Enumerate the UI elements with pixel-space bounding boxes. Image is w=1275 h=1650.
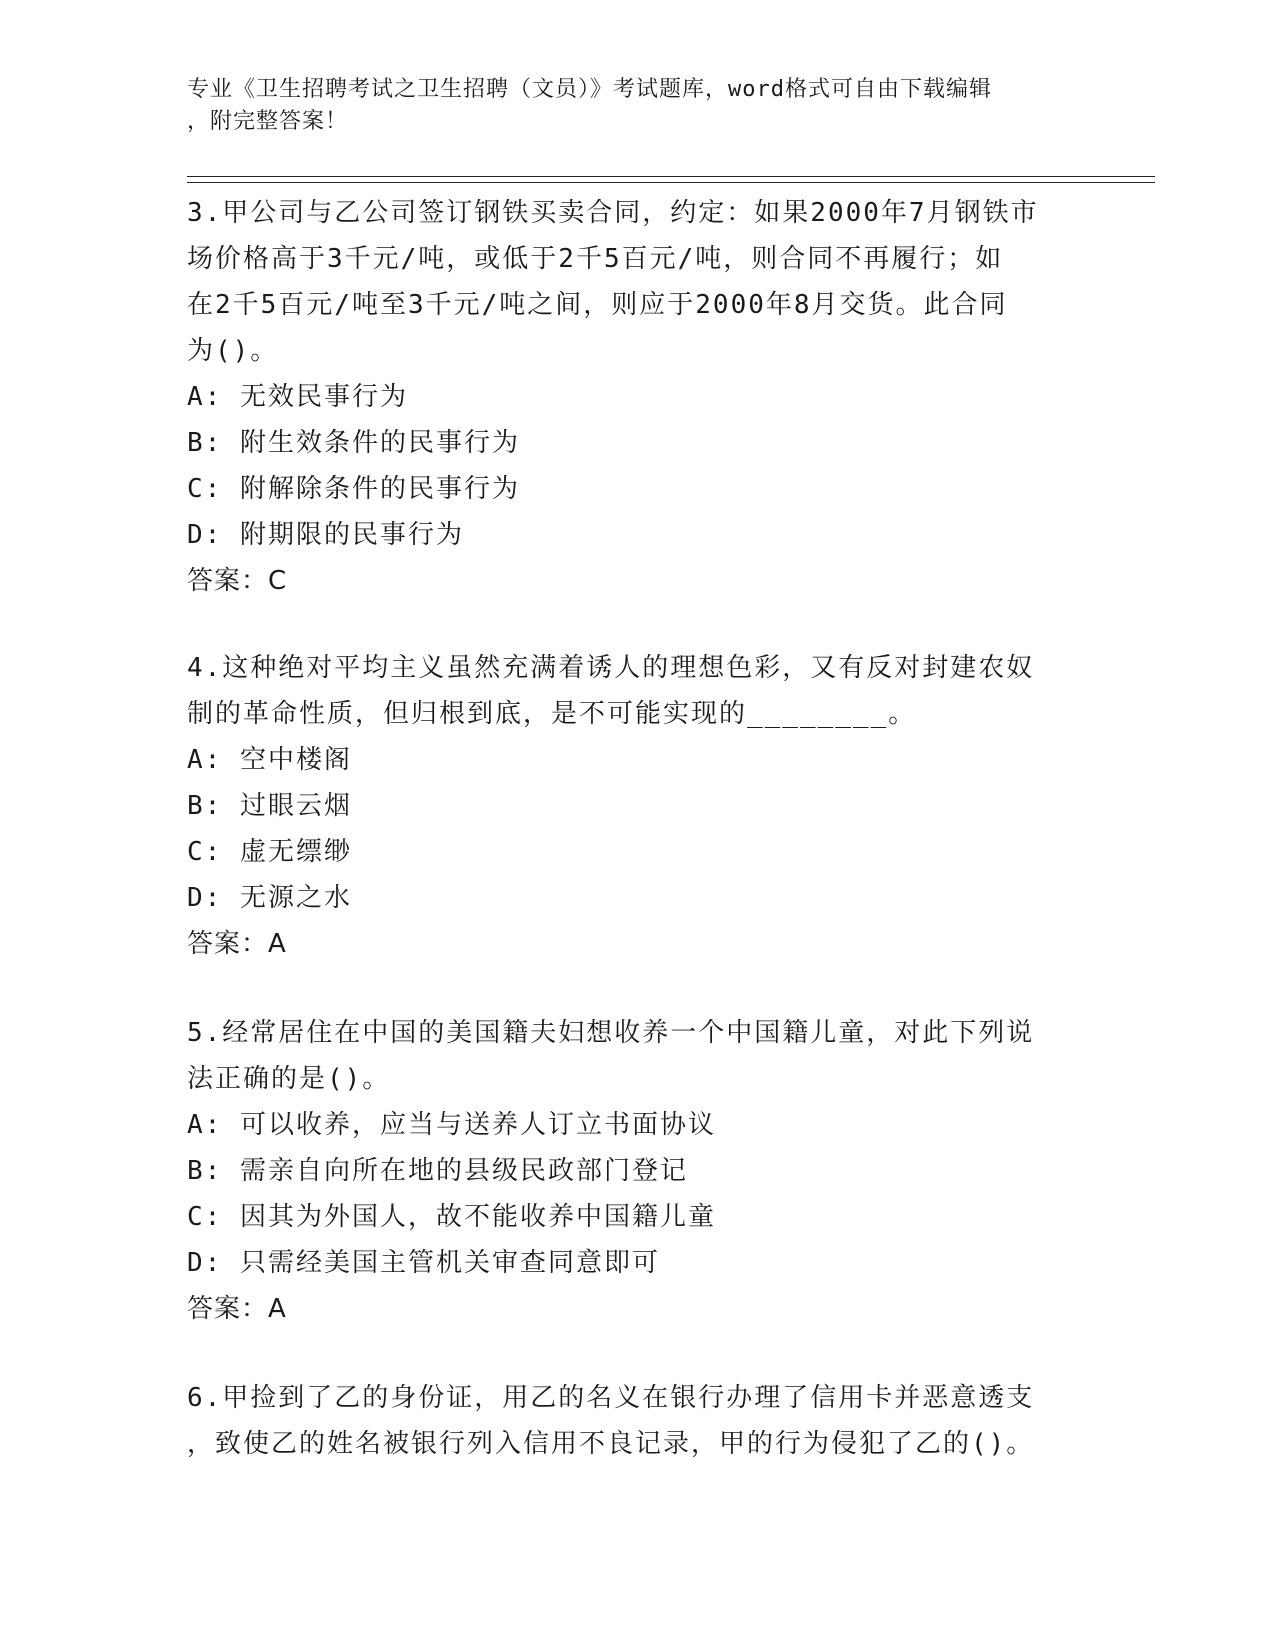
stem-line: 5.经常居住在中国的美国籍夫妇想收养一个中国籍儿童，对此下列说 bbox=[187, 1018, 1035, 1048]
option-c: C: 附解除条件的民事行为 bbox=[187, 474, 520, 504]
header-line-2: ，附完整答案！ bbox=[187, 109, 349, 134]
option-a: A: 无效民事行为 bbox=[187, 382, 408, 412]
question-stem bbox=[187, 1375, 1087, 1467]
stem-line: 法正确的是()。 bbox=[187, 1064, 391, 1094]
stem-line: 场价格高于3千元/吨，或低于2千5百元/吨，则合同不再履行；如 bbox=[187, 244, 1004, 274]
document-header bbox=[187, 74, 1067, 138]
answer-label: 答案：A bbox=[187, 929, 287, 959]
header-divider-top bbox=[187, 176, 1155, 177]
question-6 bbox=[187, 1375, 1087, 1467]
option-d: D: 只需经美国主管机关审查同意即可 bbox=[187, 1248, 660, 1278]
answer-label: 答案：A bbox=[187, 1294, 287, 1324]
option-b: B: 附生效条件的民事行为 bbox=[187, 428, 520, 458]
question-stem bbox=[187, 645, 1087, 737]
answer-label: 答案：C bbox=[187, 566, 288, 596]
header-line-1: 专业《卫生招聘考试之卫生招聘（文员）》考试题库，word格式可自由下载编辑 bbox=[187, 77, 992, 102]
option-b: B: 需亲自向所在地的县级民政部门登记 bbox=[187, 1156, 688, 1186]
stem-line: 制的革命性质，但归根到底，是不可能实现的________。 bbox=[187, 699, 917, 729]
question-stem bbox=[187, 190, 1087, 374]
question-4 bbox=[187, 645, 1087, 967]
stem-line: ，致使乙的姓名被银行列入信用不良记录，甲的行为侵犯了乙的()。 bbox=[187, 1429, 1035, 1459]
option-a: A: 空中楼阁 bbox=[187, 745, 352, 775]
option-d: D: 附期限的民事行为 bbox=[187, 520, 464, 550]
option-c: C: 虚无缥缈 bbox=[187, 837, 352, 867]
question-stem bbox=[187, 1010, 1087, 1102]
option-b: B: 过眼云烟 bbox=[187, 791, 352, 821]
stem-line: 4.这种绝对平均主义虽然充满着诱人的理想色彩，又有反对封建农奴 bbox=[187, 653, 1035, 683]
question-5 bbox=[187, 1010, 1087, 1332]
stem-line: 6.甲捡到了乙的身份证，用乙的名义在银行办理了信用卡并恶意透支 bbox=[187, 1383, 1035, 1413]
stem-line: 3.甲公司与乙公司签订钢铁买卖合同，约定：如果2000年7月钢铁市 bbox=[187, 198, 1039, 228]
header-divider-bottom bbox=[187, 182, 1155, 183]
question-3 bbox=[187, 190, 1087, 604]
stem-line: 在2千5百元/吨至3千元/吨之间，则应于2000年8月交货。此合同 bbox=[187, 290, 1008, 320]
option-d: D: 无源之水 bbox=[187, 883, 352, 913]
option-c: C: 因其为外国人，故不能收养中国籍儿童 bbox=[187, 1202, 716, 1232]
option-a: A: 可以收养，应当与送养人订立书面协议 bbox=[187, 1110, 716, 1140]
stem-line: 为()。 bbox=[187, 336, 279, 366]
